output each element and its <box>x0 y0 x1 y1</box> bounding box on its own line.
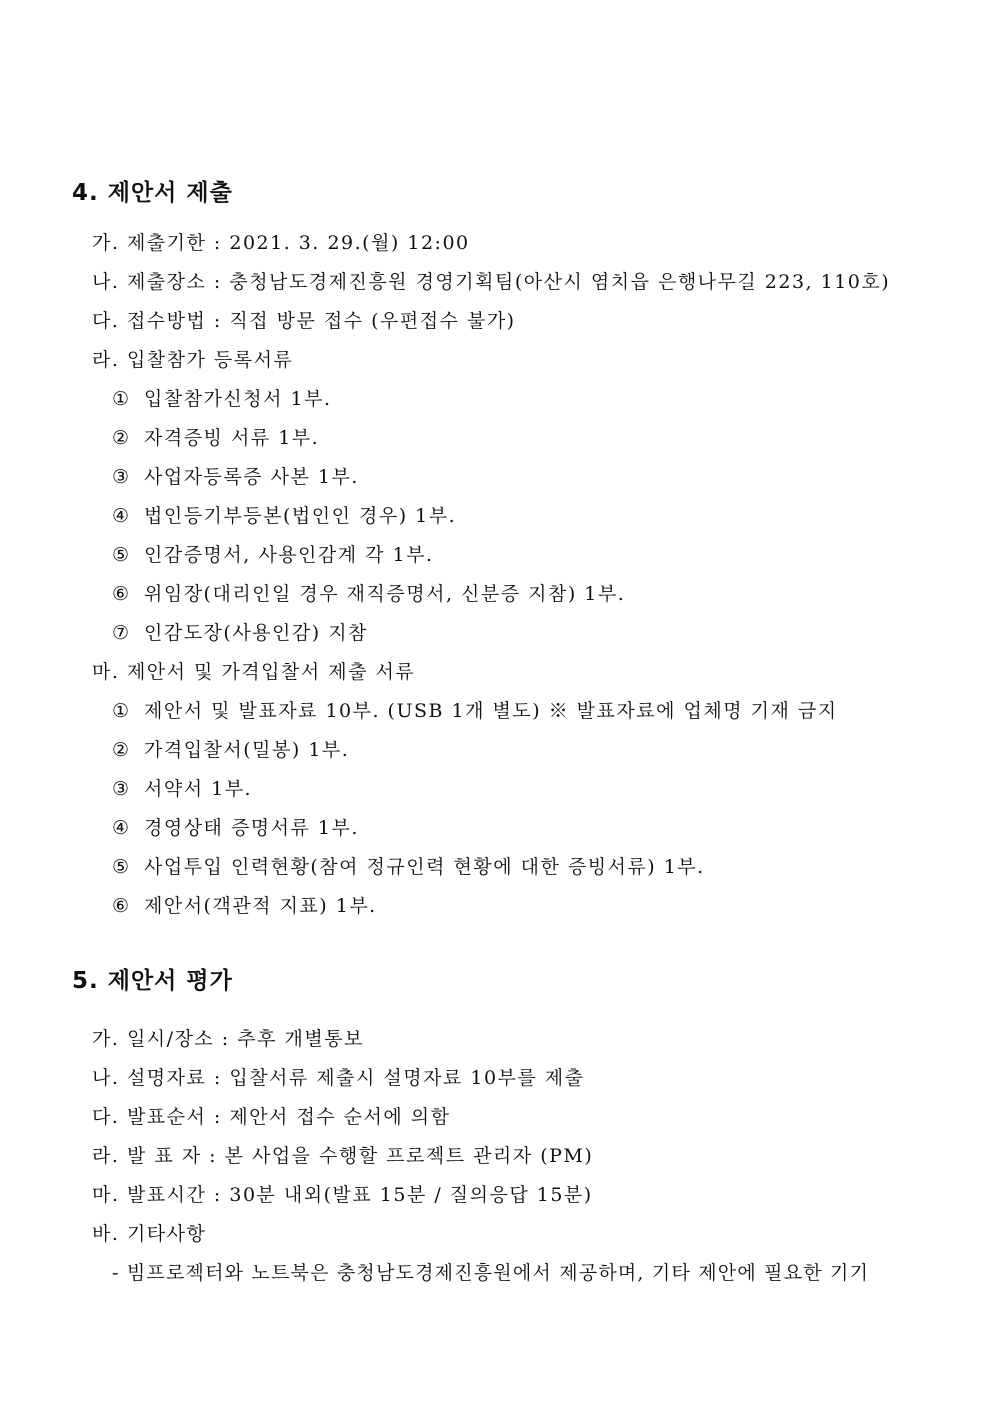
section-5-item-da <box>92 1102 451 1129</box>
item-marker: 마. <box>92 1184 120 1206</box>
section-4-heading: 4. 제안서 제출 <box>72 180 233 206</box>
item-text: 제출장소 : 충청남도경제진흥원 경영기획팀(아산시 염치읍 은행나무길 223, 110호) <box>126 271 891 293</box>
section-5-item-ba <box>92 1219 206 1246</box>
doc-number: ⑦ <box>112 622 131 644</box>
doc-number: ③ <box>112 778 131 800</box>
doc-text: 경영상태 증명서류 1부. <box>144 817 359 839</box>
submission-doc-item <box>112 852 705 879</box>
doc-number: ⑥ <box>112 583 131 605</box>
item-text: 제안서 및 가격입찰서 제출 서류 <box>126 661 416 683</box>
section-4-item-da <box>92 306 516 333</box>
submission-doc-item <box>112 735 349 762</box>
section-4-item-ga <box>92 228 470 255</box>
submission-doc-item <box>112 696 838 723</box>
doc-number: ② <box>112 739 131 761</box>
doc-number: ④ <box>112 817 131 839</box>
item-marker: 바. <box>92 1223 120 1245</box>
registration-doc-item <box>112 579 625 606</box>
doc-number: ③ <box>112 466 131 488</box>
item-marker: 가. <box>92 232 120 254</box>
section-5-item-na <box>92 1063 585 1090</box>
item-text: 기타사항 <box>126 1223 207 1245</box>
doc-number: ② <box>112 427 131 449</box>
item-marker: 라. <box>92 349 120 371</box>
registration-doc-item <box>112 423 319 450</box>
section-5-note: - 빔프로젝터와 노트북은 충청남도경제진흥원에서 제공하며, 기타 제안에 필요한 기기 <box>112 1262 870 1284</box>
item-text: 접수방법 : 직접 방문 접수 (우편접수 불가) <box>126 310 516 332</box>
item-text: 발표시간 : 30분 내외(발표 15분 / 질의응답 15분) <box>126 1184 593 1206</box>
section-5-item-ga <box>92 1024 364 1051</box>
doc-number: ⑤ <box>112 544 131 566</box>
doc-text: 제안서 및 발표자료 10부. (USB 1개 별도) ※ 발표자료에 업체명 기재 금지 <box>144 700 838 722</box>
doc-text: 사업투입 인력현황(참여 정규인력 현황에 대한 증빙서류) 1부. <box>144 856 705 878</box>
registration-doc-item <box>112 501 456 528</box>
item-text: 일시/장소 : 추후 개별통보 <box>126 1028 364 1050</box>
item-marker: 마. <box>92 661 120 683</box>
doc-text: 자격증빙 서류 1부. <box>144 427 320 449</box>
doc-text: 서약서 1부. <box>144 778 253 800</box>
section-4-item-na <box>92 267 890 294</box>
section-4-item-ma <box>92 657 415 684</box>
submission-doc-item <box>112 813 359 840</box>
doc-text: 인감도장(사용인감) 지참 <box>144 622 368 644</box>
submission-doc-item <box>112 891 377 918</box>
registration-doc-item <box>112 540 434 567</box>
doc-text: 사업자등록증 사본 1부. <box>144 466 359 488</box>
doc-number: ⑥ <box>112 895 131 917</box>
doc-text: 입찰참가신청서 1부. <box>144 388 332 410</box>
doc-number: ① <box>112 388 131 410</box>
doc-text: 법인등기부등본(법인인 경우) 1부. <box>144 505 457 527</box>
item-text: 입찰참가 등록서류 <box>126 349 294 371</box>
doc-number: ① <box>112 700 131 722</box>
doc-number: ⑤ <box>112 856 131 878</box>
section-5-item-ra <box>92 1141 593 1168</box>
item-text: 발표순서 : 제안서 접수 순서에 의함 <box>126 1106 451 1128</box>
item-marker: 나. <box>92 1067 120 1089</box>
section-5-item-ma <box>92 1180 593 1207</box>
submission-doc-item <box>112 774 252 801</box>
doc-text: 위임장(대리인일 경우 재직증명서, 신분증 지참) 1부. <box>144 583 626 605</box>
item-text: 발 표 자 : 본 사업을 수행할 프로젝트 관리자 (PM) <box>126 1145 594 1167</box>
doc-text: 가격입찰서(밀봉) 1부. <box>144 739 350 761</box>
registration-doc-item <box>112 384 332 411</box>
doc-text: 인감증명서, 사용인감계 각 1부. <box>144 544 434 566</box>
item-marker: 다. <box>92 310 120 332</box>
doc-number: ④ <box>112 505 131 527</box>
section-5-heading: 5. 제안서 평가 <box>72 968 233 994</box>
item-text: 제출기한 : 2021. 3. 29.(월) 12:00 <box>126 232 470 254</box>
doc-text: 제안서(객관적 지표) 1부. <box>144 895 377 917</box>
item-marker: 나. <box>92 271 120 293</box>
section-4-item-ra <box>92 345 293 372</box>
item-marker: 가. <box>92 1028 120 1050</box>
item-marker: 라. <box>92 1145 120 1167</box>
registration-doc-item <box>112 462 359 489</box>
item-marker: 다. <box>92 1106 120 1128</box>
registration-doc-item <box>112 618 368 645</box>
item-text: 설명자료 : 입찰서류 제출시 설명자료 10부를 제출 <box>126 1067 585 1089</box>
